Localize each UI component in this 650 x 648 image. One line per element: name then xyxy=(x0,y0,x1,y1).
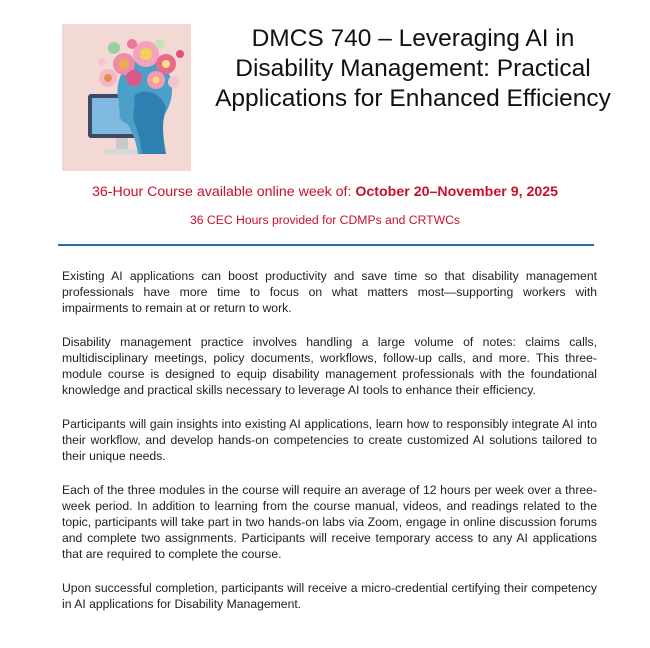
section-divider xyxy=(58,244,594,246)
cec-hours: 36 CEC Hours provided for CDMPs and CRTWCs xyxy=(189,213,460,227)
ai-head-illustration xyxy=(62,24,191,171)
paragraph-modules: Each of the three modules in the course will require an average of 12 hours per week over a three-week period. In addition to learning from the course manual, videos, and readings related to the topic, participants will take part in two hands-on labs via Zoom, engage in online discussion forums and complete two assignments. Participants will receive temporary access to any AI applications that are required to complete the course. xyxy=(62,483,597,561)
availability-dates: October 20–November 9, 2025 xyxy=(355,184,559,200)
paragraph-completion: Upon successful completion, participants will receive a micro-credential certifying their competency in AI applications for Disability Management. xyxy=(62,581,597,611)
paragraph-insights: Participants will gain insights into existing AI applications, learn how to responsibly integrate AI into their workflow, and develop hands-on competencies to create customized AI solutions tailored to their unique needs. xyxy=(62,417,597,463)
course-description xyxy=(62,268,597,630)
course-availability xyxy=(0,184,650,200)
page-title: DMCS 740 – Leveraging AI in Disability Management: Practical Applications for Enhanced Efficiency xyxy=(215,25,611,112)
hero-image xyxy=(62,24,191,171)
paragraph-intro: Existing AI applications can boost productivity and save time so that disability management professionals have more time to focus on what matters most—supporting workers with impairments to remain at or return to work. xyxy=(62,269,597,315)
paragraph-practice: Disability management practice involves handling a large volume of notes: claims calls, multidisciplinary meetings, policy documents, workflows, follow-up calls, and more. This three-module course is designed to equip disability management professionals with the foundational knowledge and practical skills necessary to leverage AI tools to enhance their efficiency. xyxy=(62,335,597,397)
availability-label: 36-Hour Course available online week of: xyxy=(91,184,356,200)
